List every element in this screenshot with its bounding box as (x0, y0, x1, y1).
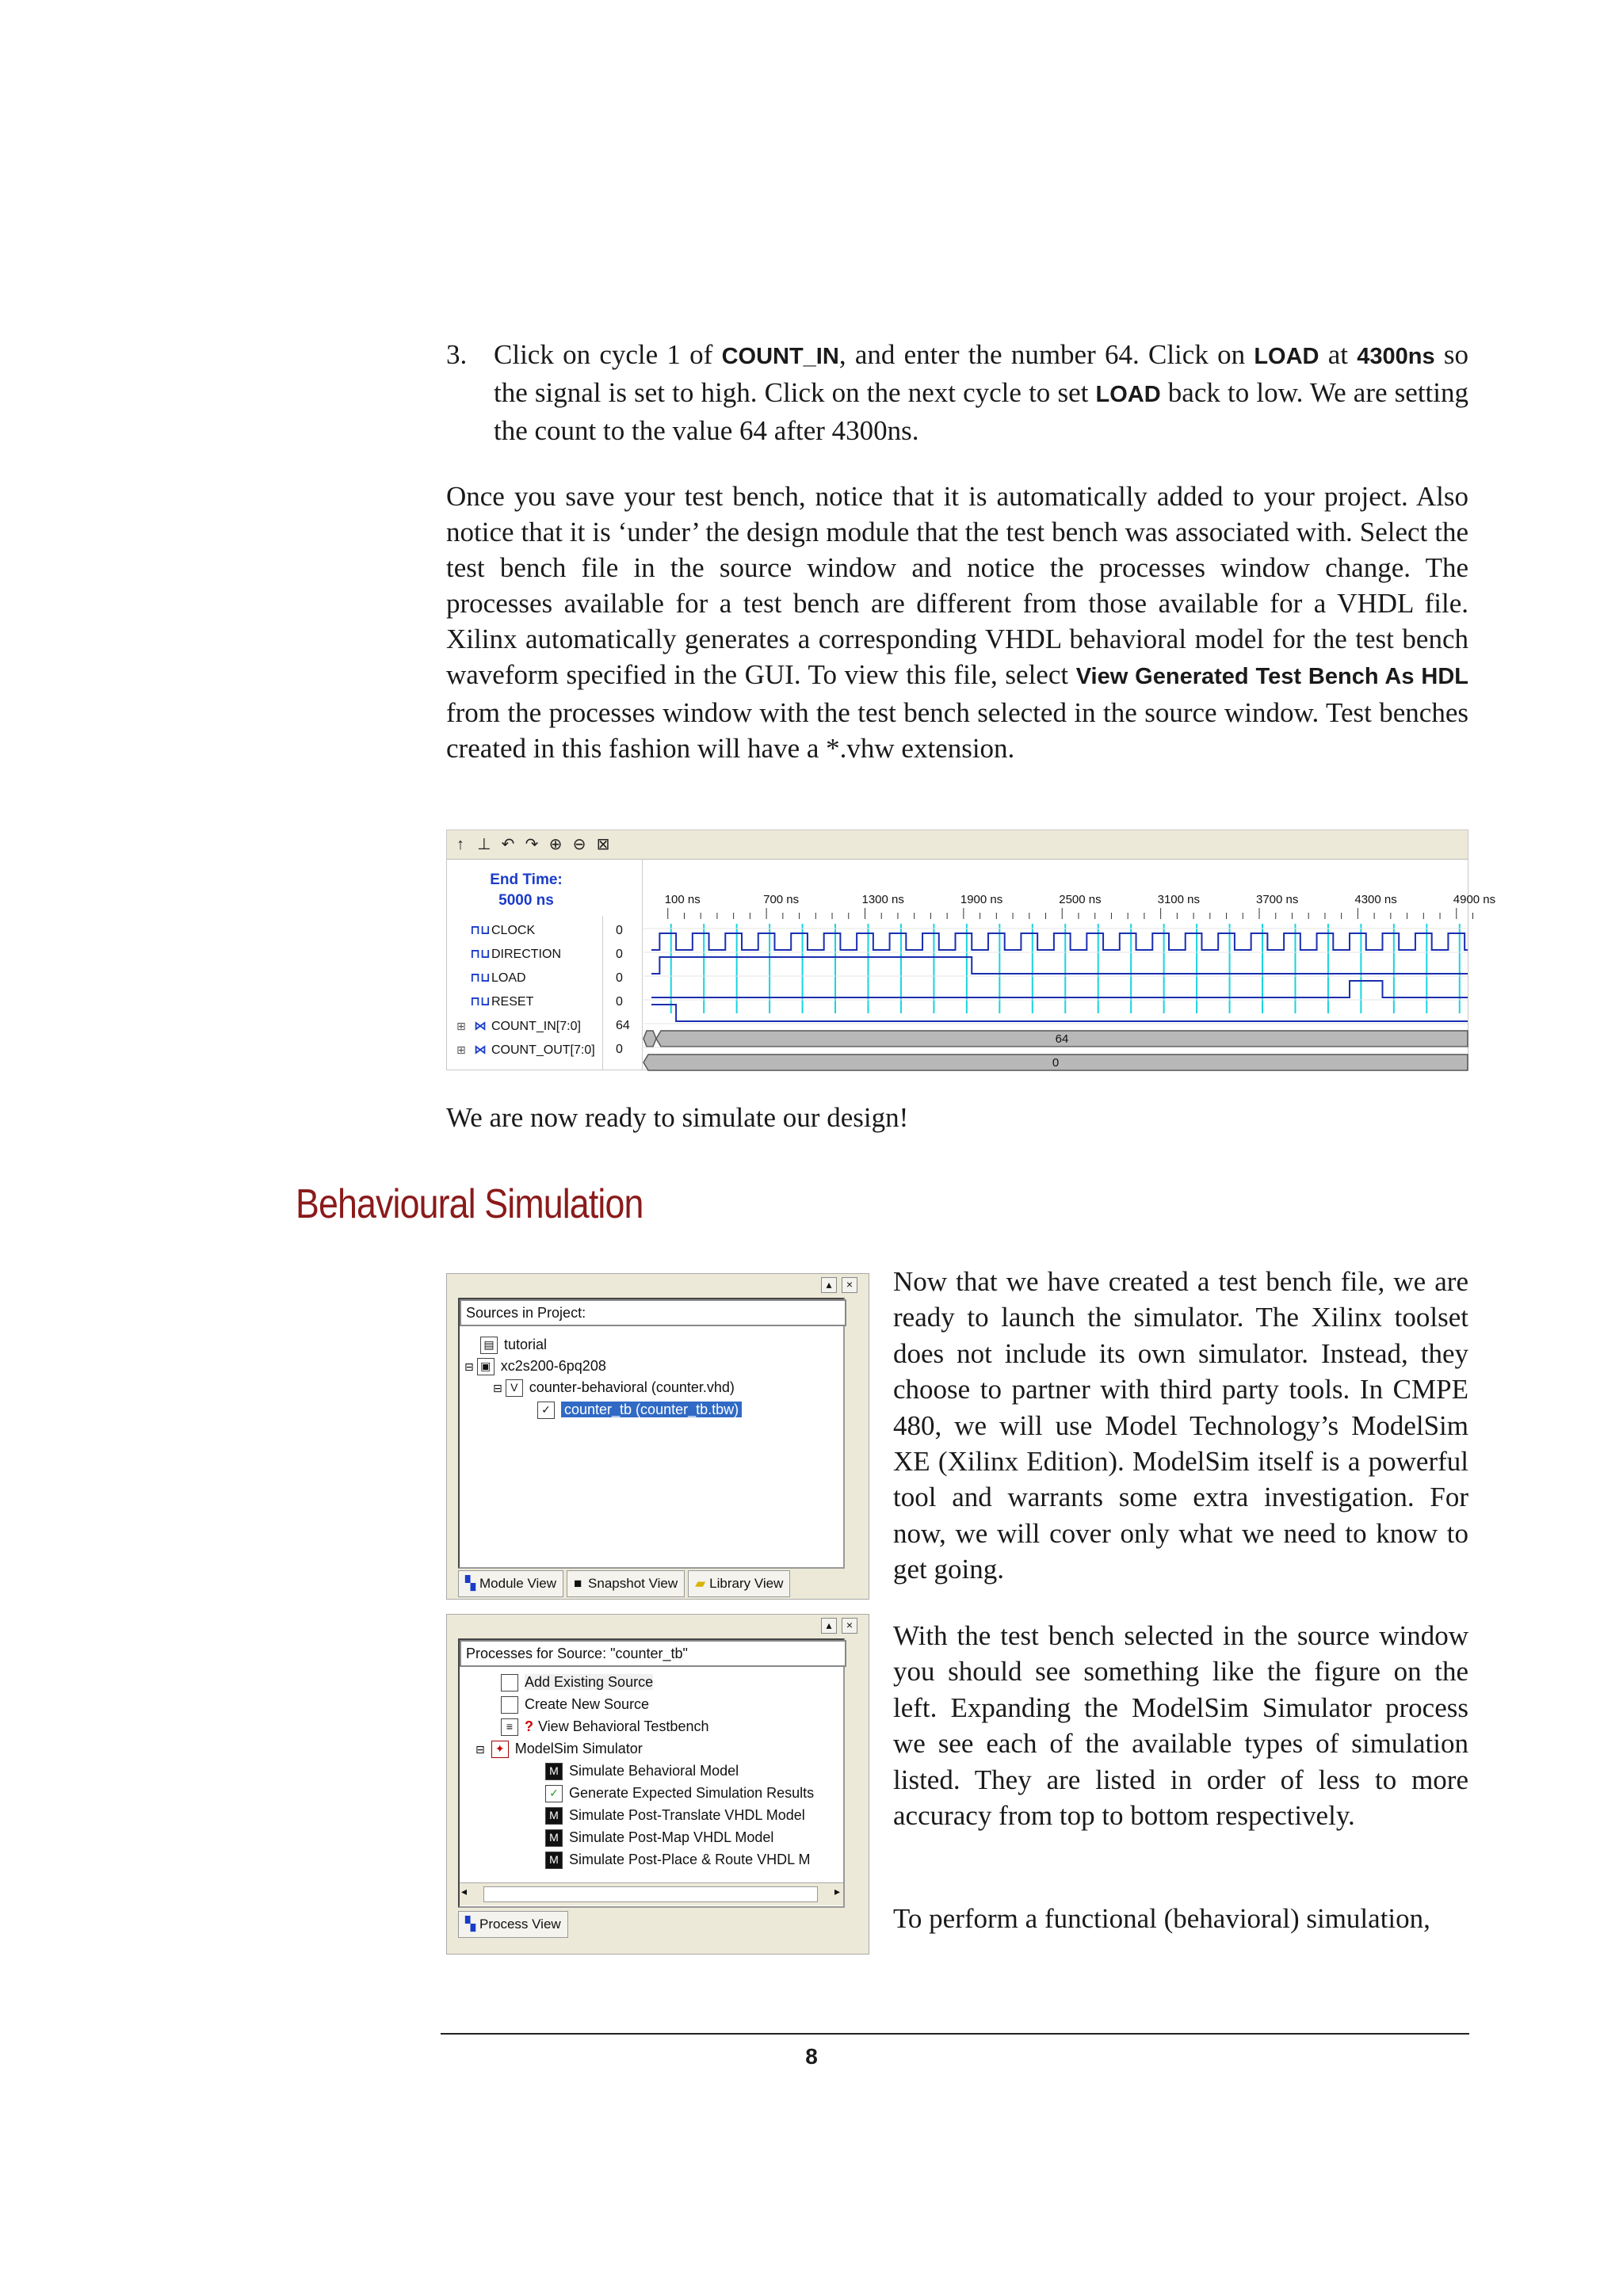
process-view-testbench[interactable] (501, 1716, 708, 1737)
end-time (447, 870, 605, 911)
process-sim-behavioral[interactable] (545, 1760, 739, 1781)
insert-icon[interactable]: ↑ (456, 836, 464, 853)
tab-label: Module View (479, 1576, 557, 1591)
tree-item-project[interactable] (480, 1334, 547, 1355)
process-sim-post-par[interactable] (545, 1849, 810, 1870)
process-create-new-source[interactable] (501, 1694, 649, 1714)
process-generate-expected[interactable] (545, 1783, 814, 1803)
new-source-icon (501, 1696, 518, 1714)
footer-rule (441, 2033, 1469, 2035)
clock-waveform (651, 933, 1468, 950)
keyword: 4300ns (1357, 344, 1435, 369)
tab-label: Process View (479, 1917, 561, 1932)
signal-value: 0 (616, 924, 623, 937)
modelsim-run-icon: M (545, 1852, 563, 1869)
tab-label: Snapshot View (588, 1576, 678, 1591)
keyword: LOAD (1095, 382, 1161, 407)
reset-waveform (651, 1005, 1468, 1021)
step-number: 3. (446, 339, 468, 370)
signal-name: RESET (491, 995, 534, 1009)
tree-item-label-selected: counter_tb (counter_tb.tbw) (561, 1402, 742, 1417)
tab-process-view[interactable] (458, 1911, 568, 1938)
paragraph-text: from the processes window with the test bench selected in the source window. Test benches created in this fashion will have a *.vhw extension. (446, 697, 1468, 764)
add-source-icon (501, 1674, 518, 1691)
end-time-value: 5000 ns (498, 892, 554, 909)
paragraph-simulator-intro: Now that we have created a test bench file, we are ready to launch the simulator. The Xilinx toolset does not include its own simulator. Instead, they choose to partner with third party tools. In CMPE 480, we will use Model Technology’s ModelSim XE (Xilinx Edition). ModelSim itself is a powerful tool and warrants some extra investigation. For now, we will cover only what we need to know to get going. (893, 1266, 1468, 1585)
sources-tree (458, 1298, 845, 1569)
time-tick-label: 700 ns (763, 893, 800, 906)
process-label: Simulate Post-Place & Route VHDL M (569, 1852, 811, 1867)
signal-name: LOAD (491, 971, 526, 985)
scroll-right-icon[interactable]: ▸ (834, 1885, 840, 1897)
process-label: Simulate Behavioral Model (569, 1763, 739, 1779)
signal-name: CLOCK (491, 924, 536, 937)
paragraph-process-window: With the test bench selected in the source window you should see something like the figure on the left. Expanding the ModelSim Simulator process we see each of the available types of simulation listed. They are listed in order of less to more accuracy from top to bottom respectively. (893, 1620, 1468, 1832)
step-text: Click on cycle 1 of (494, 339, 722, 370)
step-text: at (1319, 339, 1358, 370)
horizontal-scrollbar[interactable] (460, 1882, 843, 1905)
process-sim-post-translate[interactable] (545, 1805, 805, 1825)
scrollbar-thumb[interactable] (483, 1886, 818, 1902)
signal-clock[interactable] (456, 919, 535, 943)
process-label: Add Existing Source (525, 1674, 654, 1690)
tree-item-testbench[interactable] (537, 1399, 742, 1420)
tree-item-label: counter-behavioral (counter.vhd) (529, 1379, 735, 1395)
modelsim-run-icon: M (545, 1763, 563, 1780)
sources-panel (446, 1273, 869, 1600)
expand-icon[interactable]: ⊞ (456, 1020, 466, 1032)
paragraph-functional-sim: To perform a functional (behavioral) simulation, (893, 1903, 1430, 1934)
expand-icon[interactable]: ⊞ (456, 1043, 466, 1056)
paragraph-testbench (446, 479, 1468, 766)
end-time-label: End Time: (490, 871, 563, 888)
signal-reset[interactable] (456, 990, 533, 1014)
clock-signal-icon: ⊓⊔ (470, 924, 491, 937)
redo-icon[interactable]: ↷ (525, 836, 539, 853)
processes-panel (446, 1614, 869, 1955)
process-label: ModelSim Simulator (514, 1741, 643, 1756)
collapse-icon[interactable]: ⊟ (493, 1382, 502, 1394)
modelsim-icon: ✦ (491, 1741, 509, 1758)
paragraph-text: Once you save your test bench, notice that it is automatically added to your project. Also notice that it is ‘under’ the design module that the test bench was associated with. Select the test bench file in the source window and notice the processes window change. The processes available for a test bench are different from those available for a VHDL file. Xilinx automatically generates a corresponding VHDL behavioral model for the test bench waveform specified in the GUI. To view this file, select (446, 481, 1468, 690)
load-waveform (651, 981, 1468, 997)
step-text: back to low. We are setting the count to the value 64 after 4300ns. (494, 377, 1468, 446)
step-text: so the signal is set to high. Click on the next cycle to set (494, 339, 1468, 408)
section-heading: Behavioural Simulation (296, 1181, 643, 1227)
process-label: Generate Expected Simulation Results (569, 1785, 815, 1801)
project-icon: ▤ (480, 1337, 498, 1354)
time-tick-label: 3700 ns (1256, 893, 1299, 906)
signal-icon: ⊓⊔ (470, 948, 491, 961)
modelsim-run-icon: M (545, 1829, 563, 1847)
paragraph-ready: We are now ready to simulate our design! (446, 1102, 909, 1133)
tab-snapshot-view[interactable] (567, 1570, 685, 1597)
sources-tabs (458, 1570, 793, 1597)
zoom-fit-icon[interactable]: ⊠ (596, 836, 610, 853)
tab-label: Library View (709, 1576, 784, 1591)
close-icon[interactable]: × (842, 1618, 857, 1634)
question-icon: ? (525, 1718, 533, 1734)
page-number: 8 (805, 2044, 818, 2069)
step-text: , and enter the number 64. Click on (838, 339, 1254, 370)
signal-icon: ⊓⊔ (470, 995, 491, 1009)
keyword: COUNT_IN (721, 344, 839, 369)
bus-value-label: 0 (1052, 1056, 1060, 1070)
signal-value: 0 (616, 971, 623, 985)
signal-direction[interactable] (456, 943, 561, 967)
undo-icon[interactable]: ↶ (501, 836, 515, 853)
process-label: Create New Source (525, 1696, 650, 1712)
time-tick-label: 2500 ns (1059, 893, 1102, 906)
process-sim-post-map[interactable] (545, 1827, 773, 1848)
vhdl-file-icon: V (506, 1379, 523, 1397)
tab-module-view[interactable] (458, 1570, 563, 1597)
time-tick-label: 100 ns (664, 893, 701, 906)
keyword: LOAD (1254, 344, 1319, 369)
zoom-in-icon[interactable]: ⊕ (548, 836, 563, 853)
waveform-plot[interactable] (642, 859, 1496, 1070)
tree-item-label: tutorial (504, 1337, 548, 1352)
signal-count-in[interactable] (456, 1014, 581, 1038)
processes-title: Processes for Source: "counter_tb" (460, 1640, 846, 1667)
direction-waveform (651, 957, 1468, 974)
signal-name: DIRECTION (491, 948, 561, 961)
minimize-icon[interactable]: ▴ (821, 1277, 837, 1293)
process-add-existing-source[interactable] (501, 1672, 653, 1692)
time-tick-label: 4900 ns (1453, 893, 1496, 906)
time-tick-label: 1300 ns (861, 893, 904, 906)
module-view-icon: ▚ (465, 1576, 476, 1591)
signal-value: 0 (616, 995, 623, 1009)
device-icon: ▣ (477, 1358, 495, 1375)
collapse-icon[interactable]: ⊟ (464, 1360, 474, 1373)
signal-value: 0 (616, 948, 623, 961)
tree-item-label: xc2s200-6pq208 (500, 1358, 606, 1374)
zoom-out-icon[interactable]: ⊖ (572, 836, 586, 853)
signal-icon: ⊓⊔ (470, 971, 491, 985)
time-tick-label: 3100 ns (1157, 893, 1201, 906)
waveform-toolbar (447, 830, 1468, 860)
camera-icon: ■ (574, 1576, 582, 1591)
check-icon: ✓ (545, 1785, 563, 1802)
minimize-icon[interactable]: ▴ (821, 1618, 837, 1634)
testbench-file-icon: ✓ (537, 1402, 555, 1419)
signal-count-out[interactable] (456, 1038, 595, 1062)
tree-item-device[interactable] (464, 1356, 606, 1376)
process-modelsim[interactable] (475, 1738, 643, 1759)
tab-library-view[interactable] (688, 1570, 790, 1597)
time-tick-label: 4300 ns (1354, 893, 1397, 906)
bus-value-label: 64 (1055, 1032, 1069, 1046)
close-icon[interactable]: × (842, 1277, 857, 1293)
waveform-editor (446, 830, 1496, 1070)
modelsim-run-icon: M (545, 1807, 563, 1825)
bus-initial-segment (643, 1031, 656, 1047)
library-icon: ▰ (695, 1576, 706, 1591)
tree-item-counter[interactable] (493, 1377, 735, 1398)
process-label: View Behavioral Testbench (538, 1718, 709, 1734)
signal-name: COUNT_IN[7:0] (491, 1020, 581, 1033)
process-view-icon: ▚ (465, 1917, 476, 1932)
step-3 (446, 337, 1468, 448)
sources-title: Sources in Project: (460, 1299, 846, 1326)
process-label: Simulate Post-Map VHDL Model (569, 1829, 774, 1845)
document-icon: ≡ (501, 1718, 518, 1736)
signal-load[interactable] (456, 967, 526, 990)
collapse-icon[interactable]: ⊟ (475, 1743, 485, 1756)
signal-value: 64 (616, 1019, 630, 1032)
process-label: Simulate Post-Translate VHDL Model (569, 1807, 805, 1823)
bus-icon: ⋈ (474, 1020, 487, 1033)
keyword: View Generated Test Bench As HDL (1075, 664, 1468, 689)
scroll-left-icon[interactable]: ◂ (461, 1885, 468, 1897)
signal-name: COUNT_OUT[7:0] (491, 1043, 595, 1057)
processes-tree (458, 1638, 845, 1908)
signal-value: 0 (616, 1043, 623, 1056)
pin-icon[interactable]: ⊥ (477, 836, 491, 853)
step-3-text (494, 337, 1468, 448)
bus-icon: ⋈ (474, 1043, 487, 1057)
processes-tabs (458, 1911, 571, 1938)
time-tick-label: 1900 ns (960, 893, 1003, 906)
